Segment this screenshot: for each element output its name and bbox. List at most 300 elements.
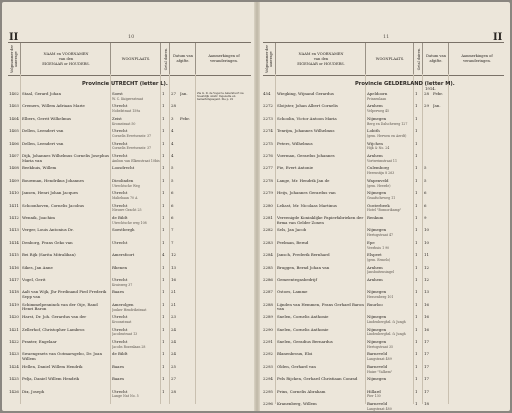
year-label: 1914. <box>425 86 436 91</box>
residence: Renkum <box>367 216 384 220</box>
issue-date: 27 <box>171 377 176 382</box>
issue-date: 4 <box>171 129 174 134</box>
table-row <box>8 166 251 176</box>
owner-name: Jansch, Frederik Bernhard <box>277 253 330 258</box>
table-row <box>8 365 251 375</box>
owner-name: Hellen, Daniel Willem Hendrik <box>22 364 83 369</box>
residence: Dieolinden <box>112 178 134 183</box>
table-row <box>263 104 504 114</box>
owner-name: Vereenigde Koninklijke Papierfabrieken der firma van Gelder Zonen <box>277 216 364 225</box>
residence: Nijmegen <box>367 228 387 233</box>
residence: Nijmegen <box>367 191 387 196</box>
issue-date: 6 <box>424 191 427 196</box>
owner-name: Swaengraets van Ootmarsgebo, Dr. Joan Willem <box>22 352 102 361</box>
pigeon-count: 1 <box>162 340 165 344</box>
residence-address: Pier 130 <box>367 394 381 399</box>
header-name: NAAM en VOORNAMEN van den EIGENAAR or HOUDERS. <box>20 43 111 75</box>
owner-name: Fie, Evert Antonie <box>277 166 313 171</box>
table-row <box>8 191 251 201</box>
notes <box>197 191 251 201</box>
residence: Utrecht <box>112 315 128 320</box>
header-number: Volgnummer der aanvrage <box>10 45 18 73</box>
pigeon-count: 1 <box>162 129 165 134</box>
pigeon-count: 1 <box>162 154 165 158</box>
residence-address: Langstraat 480 <box>367 406 392 411</box>
pigeon-count: 1 <box>415 265 418 270</box>
notes <box>450 303 504 313</box>
residence-address: Jonker Hendrikstraat <box>112 307 147 312</box>
residence: de Bildt <box>112 216 128 220</box>
row-number: 1402 <box>9 92 19 96</box>
owner-name: Snelen, Geradius Bernardus <box>277 340 333 344</box>
table-row <box>8 340 251 350</box>
owner-name: Snelen, Cornelis Anthonie <box>277 327 329 332</box>
table-row <box>8 228 251 238</box>
issue-date: 16 <box>424 302 429 307</box>
table-row <box>8 92 251 102</box>
table-row <box>263 129 504 139</box>
residence: Utrecht <box>112 240 128 245</box>
row-number: 2278 <box>263 178 273 183</box>
issue-month: Febr. <box>433 92 443 96</box>
row-number: 1407 <box>9 154 19 158</box>
table-row <box>263 303 504 313</box>
row-number: 2276 <box>263 154 273 158</box>
table-row <box>263 204 504 214</box>
issue-date: 11 <box>424 253 429 258</box>
pigeon-count: 1 <box>415 228 418 233</box>
owner-name: Olden, Gerhard van <box>277 364 316 369</box>
residence-address: Hotel "Bosnorikamp" <box>367 208 402 213</box>
table-row <box>8 315 251 325</box>
issue-date: 5 <box>171 178 174 183</box>
left-page-number: 10 <box>128 34 135 40</box>
row-number: 2275 <box>263 141 273 146</box>
residence-address: Jacobsstraat 13 <box>112 332 138 337</box>
issue-date: 5 <box>171 166 174 171</box>
notes <box>197 365 251 375</box>
residence: Utrecht <box>112 104 128 109</box>
issue-date: 13 <box>424 290 429 295</box>
table-row <box>263 228 504 238</box>
table-row <box>263 266 504 276</box>
row-number: 1408 <box>9 166 19 171</box>
issue-date: 25 <box>171 364 176 369</box>
row-number: 2282 <box>263 228 273 233</box>
owner-name: Gemeentegasbedrijf <box>277 278 317 282</box>
issue-date: 7 <box>171 228 174 233</box>
row-number: 2279 <box>263 191 273 196</box>
residence-address: Herenstijn 8 263 <box>367 171 395 176</box>
owner-name: Schimmelpenninck van der Oije, Rand Henri Baron <box>22 302 98 312</box>
row-number: 1415 <box>9 253 19 258</box>
notes <box>450 315 504 325</box>
pigeon-count: 1 <box>415 253 418 258</box>
owner-name: Elbers, Gerrit Wilhelmus <box>22 116 72 121</box>
residence: Apeldoorn <box>367 92 388 96</box>
issue-date: 24 <box>171 327 176 332</box>
pigeon-count: 1 <box>415 191 418 196</box>
notes <box>450 340 504 350</box>
issue-date: 6 <box>424 203 427 208</box>
notes <box>197 377 251 387</box>
pigeon-count: 1 <box>415 166 418 171</box>
residence: Utrecht <box>112 141 128 146</box>
notes <box>450 290 504 300</box>
pigeon-count: 4 <box>162 253 165 258</box>
owner-name: Aalt van Wijk, Jhr Ferdinand Pied Frederik Sepp van <box>22 290 107 299</box>
row-number: 1406 <box>9 141 19 146</box>
residence-address: Graafscheweg 11 <box>367 195 396 200</box>
notes <box>450 352 504 362</box>
row-number: 2277 <box>263 166 273 171</box>
row-number: 1420 <box>9 315 19 320</box>
owner-name: Blanenbroux, Eloi <box>277 352 313 357</box>
left-page-roman: II <box>9 32 19 43</box>
table-row <box>8 154 251 164</box>
pigeon-count: 1 <box>415 290 418 295</box>
row-number: 2295 <box>263 389 273 394</box>
table-row <box>8 278 251 288</box>
row-number: 1414 <box>9 240 19 245</box>
issue-date: 21 <box>171 302 176 307</box>
issue-date: 12 <box>424 265 429 270</box>
owner-name: Lange, Mr. Hendrik Jan de <box>277 178 330 183</box>
table-row <box>263 340 504 350</box>
table-row <box>263 241 504 251</box>
notes <box>197 179 251 189</box>
table-row <box>8 303 251 313</box>
row-number: 2294 <box>263 377 273 382</box>
residence-address: (gem. Heerde) <box>367 183 391 188</box>
row-number: 2288 <box>263 302 273 307</box>
issue-date: 21 <box>171 290 176 295</box>
owner-name: Beekhuis, Willem <box>22 166 57 171</box>
row-number: 1417 <box>9 278 19 282</box>
row-number: 1403 <box>9 104 19 109</box>
residence-address: Nobelstraat 159a <box>112 109 141 114</box>
pigeon-count: 1 <box>162 228 165 233</box>
row-number: 2273 <box>263 116 273 121</box>
residence: Soest <box>112 92 123 96</box>
notes <box>450 278 504 288</box>
notes <box>197 390 251 400</box>
issue-date: 18 <box>424 402 429 406</box>
pigeon-count: 1 <box>415 278 418 282</box>
row-number: 2292 <box>263 352 273 357</box>
table-row <box>8 241 251 251</box>
pigeon-count: 1 <box>162 240 165 245</box>
owner-name: Voerman, Gerardus Johannes <box>277 154 335 158</box>
issue-date: 12 <box>171 253 176 258</box>
issue-date: 3 <box>171 116 174 121</box>
row-number: 2281 <box>263 216 273 220</box>
residence: Barneveld <box>367 352 388 357</box>
residence: Culemborg <box>367 166 389 171</box>
residence: Ruurloo <box>367 302 383 307</box>
notes <box>197 253 251 263</box>
owner-name: Heijs, Johannes Gerardus van <box>277 191 336 196</box>
notes <box>197 166 251 176</box>
pigeon-count: 1 <box>162 166 165 171</box>
issue-date: 4 <box>171 154 174 158</box>
notes <box>197 104 251 114</box>
notes <box>450 92 504 102</box>
pigeon-count: 1 <box>415 240 418 245</box>
table-row <box>8 117 251 127</box>
pigeon-count: 1 <box>415 116 418 121</box>
pigeon-count: 1 <box>415 340 418 344</box>
owner-name: Peelman, Bernd <box>277 240 309 245</box>
notes <box>450 154 504 164</box>
pigeon-count: 1 <box>162 216 165 220</box>
header-place: WOONPLAATS. <box>365 43 414 75</box>
pigeon-count: 1 <box>415 327 418 332</box>
issue-date: 7 <box>171 240 174 245</box>
row-number: 2272 <box>263 104 273 109</box>
table-row <box>8 290 251 300</box>
issue-date: 17 <box>424 340 429 344</box>
residence: Soestbergh <box>112 228 135 233</box>
notes <box>197 216 251 226</box>
table-row <box>263 390 504 400</box>
table-row <box>263 253 504 263</box>
table-row <box>263 166 504 176</box>
issue-date: 29 <box>424 104 429 109</box>
table-row <box>263 191 504 201</box>
book-spread <box>2 2 510 411</box>
right-table-header <box>263 42 504 76</box>
issue-date: 24 <box>171 340 176 344</box>
owner-name: Sloijster, Johan Albert Cornelis <box>277 104 338 109</box>
row-number: 2289 <box>263 315 273 320</box>
residence-address: Cornelis Evertsenstr. 37 <box>112 133 152 138</box>
owner-name: Wiegking, Wijnand Gerardus <box>277 92 334 96</box>
residence: Rhenen <box>112 265 128 270</box>
table-row <box>263 142 504 152</box>
residence-address: Utrechtsche Weg <box>112 183 140 188</box>
row-number: 1405 <box>9 129 19 134</box>
notes <box>197 266 251 276</box>
residence: Utrecht <box>112 203 128 208</box>
left-page <box>2 2 255 411</box>
issue-date: 28 <box>171 104 176 109</box>
issue-date: 17 <box>424 377 429 382</box>
residence: Utrecht <box>112 191 128 196</box>
residence-address: Kroonstraat <box>112 319 132 324</box>
pigeon-count: 1 <box>162 116 165 121</box>
residence-address: Huize "Valkem" <box>367 369 393 374</box>
pigeon-count: 1 <box>162 290 165 295</box>
owner-name: Ostoes, Lamme <box>277 290 308 295</box>
pigeon-count: 1 <box>162 377 165 382</box>
residence-address: Langstraat 489 <box>367 357 392 362</box>
owner-name: Schoonhoven, Cornelis Jacobus <box>22 203 84 208</box>
row-number: 2283 <box>263 240 273 245</box>
table-row <box>263 365 504 375</box>
notes <box>197 154 251 164</box>
row-number: 2293 <box>263 364 273 369</box>
issue-date: 4 <box>171 141 174 146</box>
residence: Hillard <box>367 389 381 394</box>
pigeon-count: 1 <box>415 129 418 134</box>
owner-name: Bei Rijk (Sarita Mitraliban) <box>22 253 76 258</box>
table-row <box>263 315 504 325</box>
pigeon-count: 1 <box>415 364 418 369</box>
residence: Elspeet <box>367 253 382 258</box>
owner-name: Pels Rijcken, Gerhard Christiaan Conrad <box>277 377 358 382</box>
residence-address: Ambon van Elkenstraat 10bis <box>112 158 160 163</box>
pigeon-count: 1 <box>162 141 165 146</box>
owner-name: Vogel, Gerit <box>22 278 46 282</box>
owner-name: Snelen, Cornelis Anthonie <box>277 315 329 320</box>
residence: Oosterbeek <box>367 203 390 208</box>
pigeon-count: 1 <box>162 352 165 357</box>
notes <box>450 390 504 400</box>
residence-address: Kromstraat 50 <box>112 121 136 126</box>
pigeon-count: 1 <box>162 191 165 196</box>
owner-name: Zellerhof, Christopher Lambros <box>22 327 85 332</box>
residence: Arnhem <box>367 154 383 158</box>
header-name: NAAM en VOORNAMEN van den EIGENAAR or HOUDERS. <box>275 43 366 75</box>
owner-name: Dellen, Leendert van <box>22 129 64 134</box>
row-number: 2286 <box>263 278 273 282</box>
header-notes: Aanmerkingen of veranderingen. <box>448 43 505 75</box>
residence: Arnhem <box>367 278 383 282</box>
notes <box>197 228 251 238</box>
issue-date: 10 <box>424 228 429 233</box>
header-count: Getal duiven. <box>160 43 170 75</box>
residence: Baarn <box>112 290 124 295</box>
residence: Barneveld <box>367 402 388 406</box>
row-number: 1411 <box>9 203 19 208</box>
row-number: 1419 <box>9 302 19 307</box>
issue-date: 6 <box>171 203 174 208</box>
residence: Amersfoort <box>112 253 135 258</box>
issue-date: 10 <box>424 240 429 245</box>
row-number: 1425 <box>9 377 19 382</box>
residence-address: Lindenberghsl. & Jungh <box>367 332 406 337</box>
residence: Nijmegen <box>367 377 387 382</box>
owner-name: Denborg, Frans Geko van <box>22 240 73 245</box>
right-page <box>259 2 510 411</box>
residence: Nijmegen <box>367 315 387 320</box>
owner-name: Cremers, Willem Adriaan Marie <box>22 104 85 109</box>
owner-name: Wennik, Joachim <box>22 216 55 220</box>
residence: Nijmegen <box>367 290 387 295</box>
residence: Utrecht <box>112 327 128 332</box>
pigeon-count: 1 <box>162 92 165 96</box>
owner-name: Dellen, Leendert van <box>22 141 64 146</box>
residence-address: Hertogstraat 47 <box>367 233 394 238</box>
notes <box>450 228 504 238</box>
residence: Utrecht <box>112 278 128 282</box>
left-table-header <box>8 42 251 76</box>
issue-month: Febr. <box>180 116 190 121</box>
residence-address: W. C. Kuipersstraat <box>112 96 144 101</box>
residence: Nijmegen <box>367 116 387 121</box>
right-page-roman: II <box>493 32 503 43</box>
notes <box>450 377 504 387</box>
owner-name: Jansen, Henri Johan Jacques <box>22 191 79 196</box>
owner-name: Sels, Jan Jacob <box>277 228 307 233</box>
residence: Arnhem <box>367 265 383 270</box>
residence: Arnhem <box>367 104 383 109</box>
table-row <box>263 278 504 288</box>
residence-address: Kruisweg 37 <box>112 282 133 287</box>
owner-name: Leliast, Mr. Nicolaas Martinus <box>277 203 337 208</box>
residence-address: Hertogstraat 35 <box>367 344 394 349</box>
residence-address: Vortweimstraat 11 <box>367 158 397 163</box>
owner-name: Dijk, Johannes Wilhelmus Cornelis Josephus Maria van <box>22 154 109 163</box>
notes <box>450 104 504 114</box>
residence-address: Berg en Dalscheweg 127 <box>367 121 408 126</box>
row-number: 2274 <box>263 129 273 134</box>
notes <box>197 117 251 127</box>
residence-address: Nieuwe Gracht 25 <box>112 208 142 213</box>
pigeon-count: 1 <box>415 104 418 109</box>
row-number: 1410 <box>9 191 19 196</box>
pigeon-count: 1 <box>415 377 418 382</box>
pigeon-count: 1 <box>162 389 165 394</box>
notes <box>197 241 251 251</box>
row-number: 2280 <box>263 203 273 208</box>
notes <box>450 266 504 276</box>
row-number: 1416 <box>9 265 19 270</box>
notes <box>197 303 251 313</box>
pigeon-count: 1 <box>415 352 418 357</box>
issue-date: 5 <box>424 166 427 171</box>
notes <box>450 142 504 152</box>
issue-date: 16 <box>171 278 176 282</box>
notes <box>197 340 251 350</box>
right-page-number: 11 <box>383 34 390 40</box>
owner-name: Bruggen, Bernd Johan van <box>277 265 330 270</box>
row-number: 454 <box>263 92 271 96</box>
pigeon-count: 1 <box>415 178 418 183</box>
residence: de Bildt <box>112 352 128 357</box>
row-number: 1409 <box>9 178 19 183</box>
residence-address: Hijk & No. 24 <box>367 146 390 151</box>
owner-name: Peters, Wilhelmus <box>277 141 313 146</box>
owner-name: Prins, Cornelis Abraham <box>277 389 326 394</box>
notes <box>450 365 504 375</box>
table-row <box>263 92 504 102</box>
residence: Utrecht <box>112 340 128 344</box>
owner-name: Praxter, Engelaar <box>22 340 57 344</box>
residence: Utrecht <box>112 154 128 158</box>
residence-address: Veerhuis 1 90 <box>367 245 390 250</box>
residence-address: Jacobs Rozenlaan 28 <box>112 344 146 349</box>
issue-date: 17 <box>424 364 429 369</box>
pigeon-count: 1 <box>162 278 165 282</box>
issue-date: 16 <box>424 315 429 320</box>
row-number: 1412 <box>9 216 19 220</box>
residence-address: Prinsenlaan <box>367 96 387 101</box>
table-row <box>8 328 251 338</box>
right-province-heading: Provincie GELDERLAND (letter M). <box>355 81 455 87</box>
residence: Wapenveld <box>367 178 389 183</box>
table-row <box>8 266 251 276</box>
issue-date: 13 <box>171 265 176 270</box>
pigeon-count: 1 <box>415 302 418 307</box>
residence-address: Lindenberghsl. & Jungh <box>367 319 406 324</box>
row-number: 1424 <box>9 364 19 369</box>
notes <box>450 253 504 263</box>
residence: Epe <box>367 240 375 245</box>
table-row <box>263 216 504 226</box>
pigeon-count: 1 <box>162 315 165 320</box>
